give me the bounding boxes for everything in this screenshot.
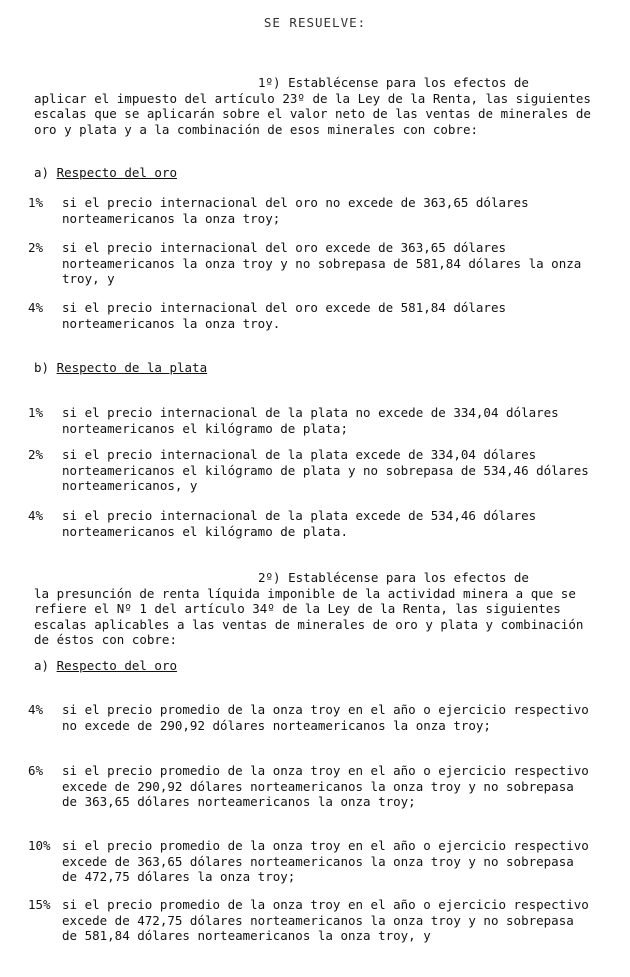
section-letter: b) xyxy=(34,360,50,375)
section-letter: a) xyxy=(34,658,50,673)
list-item xyxy=(28,195,596,226)
resolution-heading: SE RESUELVE: xyxy=(263,15,367,30)
list-item xyxy=(28,763,596,810)
rate-condition: si el precio internacional de la plata excede de 534,46 dólares norteamericanos el kilógramo de plata. xyxy=(62,508,537,539)
list-item xyxy=(28,897,596,944)
rate-condition: si el precio internacional del oro no excede de 363,65 dólares norteamericanos la onza troy; xyxy=(62,195,529,226)
section-title: Respecto del oro xyxy=(56,165,178,180)
section-title: Respecto del oro xyxy=(56,658,178,673)
rate-condition: si el precio promedio de la onza troy en el año o ejercicio respectivo excede de 290,92 dólares norteamericanos la onza troy y no sobrepasa de 363,65 dólares norteamericanos la onza troy; xyxy=(62,763,589,809)
rate-condition: si el precio promedio de la onza troy en el año o ejercicio respectivo excede de 472,75 dólares norteamericanos la onza troy y no sobrepasa de 581,84 dólares norteamericanos la onza troy, y xyxy=(62,897,589,943)
paragraph-1-lead: 1º) Establécense para los efectos de xyxy=(258,75,529,90)
rate-percent: 2% xyxy=(28,240,44,255)
rate-percent: 1% xyxy=(28,195,44,210)
section-title: Respecto de la plata xyxy=(56,360,208,375)
list-item xyxy=(28,405,596,436)
rate-condition: si el precio promedio de la onza troy en el año o ejercicio respectivo excede de 363,65 dólares norteamericanos la onza troy y no sobrepasa de 472,75 dólares la onza troy; xyxy=(62,838,589,884)
section-letter: a) xyxy=(34,165,50,180)
section-a-gold-1 xyxy=(34,165,177,181)
rate-condition: si el precio internacional de la plata excede de 334,04 dólares norteamericanos el kilógramo de plata y no sobrepasa de 534,46 dólares norteamericanos, y xyxy=(62,447,589,493)
rate-condition: si el precio internacional del oro excede de 363,65 dólares norteamericanos la onza troy y no sobrepasa de 581,84 dólares la onza troy, y xyxy=(62,240,582,286)
rate-percent: 2% xyxy=(28,447,44,462)
rate-percent: 15% xyxy=(28,897,51,912)
paragraph-1-body: aplicar el impuesto del artículo 23º de la Ley de la Renta, las siguientes escalas que se aplicarán sobre el valor neto de las ventas de minerales de oro y plata y a la combinación de esos minerales con cobre: xyxy=(34,90,591,137)
rate-condition: si el precio promedio de la onza troy en el año o ejercicio respectivo no excede de 290,92 dólares norteamericanos la onza troy; xyxy=(62,702,589,733)
paragraph-2 xyxy=(34,570,594,648)
paragraph-2-body: la presunción de renta líquida imponible de la actividad minera a que se refiere el Nº 1 del artículo 34º de la Ley de la Renta, las siguientes escalas aplicables a las ventas de minerales de oro y plata y combinación de éstos con cobre: xyxy=(34,585,584,647)
list-item xyxy=(28,838,596,885)
rate-percent: 10% xyxy=(28,838,51,853)
rate-condition: si el precio internacional de la plata no excede de 334,04 dólares norteamericanos el kilógramo de plata; xyxy=(62,405,559,436)
rate-percent: 4% xyxy=(28,300,44,315)
list-item xyxy=(28,508,596,539)
rate-condition: si el precio internacional del oro excede de 581,84 dólares norteamericanos la onza troy. xyxy=(62,300,507,331)
list-item xyxy=(28,300,596,331)
paragraph-1 xyxy=(34,75,594,137)
paragraph-2-lead: 2º) Establécense para los efectos de xyxy=(258,570,529,585)
list-item xyxy=(28,702,596,733)
list-item xyxy=(28,240,596,287)
rate-percent: 4% xyxy=(28,702,44,717)
rate-percent: 6% xyxy=(28,763,44,778)
rate-percent: 4% xyxy=(28,508,44,523)
section-a-gold-2 xyxy=(34,658,177,674)
list-item xyxy=(28,447,596,494)
section-b-silver xyxy=(34,360,207,376)
rate-percent: 1% xyxy=(28,405,44,420)
